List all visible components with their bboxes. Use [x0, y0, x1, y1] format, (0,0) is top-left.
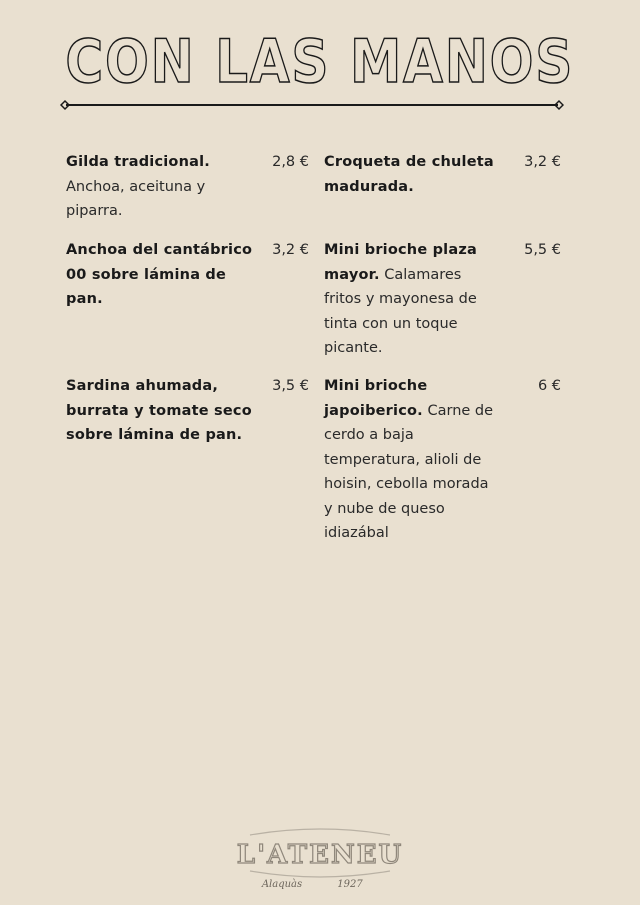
- menu-item-name: Gilda tradicional.: [66, 154, 210, 170]
- menu-item-price: 2,8 €: [272, 154, 309, 170]
- logo-year: 1927: [337, 879, 363, 890]
- menu-item-price: 3,2 €: [272, 242, 309, 258]
- menu-item: [324, 238, 561, 361]
- menu: [66, 150, 562, 790]
- title-wrap: [0, 22, 640, 102]
- menu-item-price: 3,5 €: [272, 378, 309, 394]
- menu-item-price: 5,5 €: [524, 242, 561, 258]
- menu-item-desc: Anchoa, aceituna y piparra.: [66, 178, 206, 219]
- logo-name: L'ATENEU: [236, 840, 404, 870]
- menu-item-name: Anchoa del cantábrico 00 sobre lámina de pan.: [66, 242, 253, 307]
- title-divider: [60, 99, 564, 111]
- menu-item-name: Mini brioche japoiberico.: [324, 378, 428, 419]
- menu-item-price: 6 €: [537, 378, 561, 394]
- page-title: CON LAS MANOS: [65, 27, 575, 97]
- menu-item: [66, 374, 309, 448]
- brand-logo: [220, 825, 420, 895]
- menu-item-name: Mini brioche plaza mayor.: [324, 242, 477, 283]
- menu-item-desc: Calamares fritos y mayonesa de tinta con un toque picante.: [324, 266, 477, 356]
- logo-place: Alaquàs: [261, 879, 303, 890]
- menu-item-desc: Carne de cerdo a baja temperatura, alioli de hoisin, cebolla morada y nube de queso idiazábal: [324, 402, 494, 541]
- menu-item: [324, 374, 561, 546]
- menu-item: [66, 238, 309, 312]
- menu-item-name: Croqueta de chuleta madurada.: [324, 154, 494, 195]
- menu-item: [324, 150, 561, 199]
- menu-item-name: Sardina ahumada, burrata y tomate seco sobre lámina de pan.: [66, 378, 252, 443]
- menu-item: [66, 150, 309, 224]
- menu-item-price: 3,2 €: [524, 154, 561, 170]
